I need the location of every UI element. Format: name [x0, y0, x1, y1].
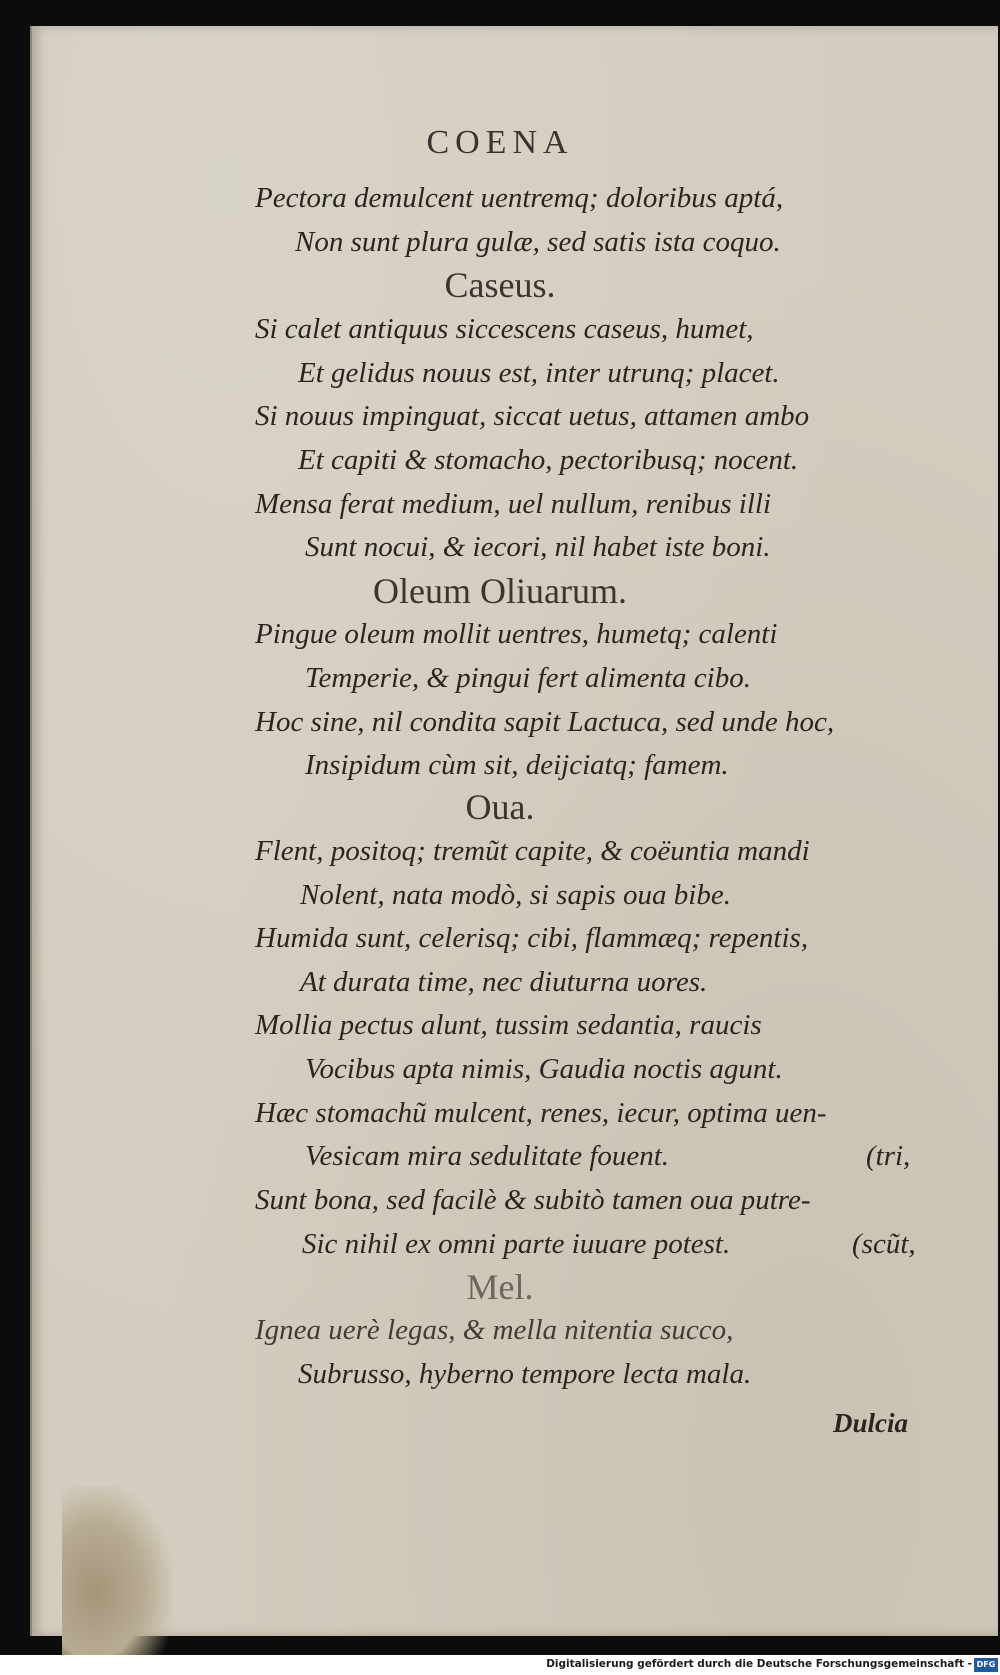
verse-line: Et gelidus nouus est, inter utrunq; placet. [298, 357, 780, 389]
verse-line: Subrusso, hyberno tempore lecta mala. [298, 1358, 752, 1390]
verse-line: Nolent, nata modò, si sapis oua bibe. [300, 879, 731, 911]
section-heading-caseus: Caseus. [444, 265, 556, 305]
digitization-footer [0, 1655, 1000, 1675]
verse-line: Si calet antiquus siccescens caseus, humet, [255, 313, 754, 345]
verse-line: Vocibus apta nimis, Gaudia noctis agunt. [305, 1053, 783, 1085]
verse-line: Hæc stomachũ mulcent, renes, iecur, optima uen- [255, 1097, 827, 1129]
verse-line: Mollia pectus alunt, tussim sedantia, raucis [255, 1009, 762, 1041]
verse-line: Sic nihil ex omni parte iuuare potest. [302, 1228, 731, 1260]
running-head: COENA [426, 124, 574, 161]
verse-line: Sunt nocui, & iecori, nil habet iste boni. [305, 531, 771, 563]
verse-line: Si nouus impinguat, siccat uetus, attamen ambo [255, 400, 810, 432]
verse-turnover: (tri, [866, 1140, 911, 1172]
section-heading-oleum: Oleum Oliuarum. [373, 571, 627, 611]
verse-line: Pectora demulcent uentremq; doloribus aptá, [255, 182, 784, 214]
catchword: Dulcia [833, 1408, 909, 1438]
verse-line: Et capiti & stomacho, pectoribusq; nocent. [298, 444, 799, 476]
verse-line: Mensa ferat medium, uel nullum, renibus illi [255, 488, 772, 520]
verse-line: Non sunt plura gulæ, sed satis ista coquo. [295, 226, 781, 258]
verse-line: Flent, positoq; tremũt capite, & coëuntia mandi [255, 835, 810, 867]
verse-line: Sunt bona, sed facilè & subitò tamen oua putre- [255, 1184, 811, 1216]
section-heading-mel: Mel. [466, 1267, 534, 1307]
funding-credit: Digitalisierung gefördert durch die Deutsche Forschungsgemeinschaft - [546, 1658, 972, 1670]
verse-line: Hoc sine, nil condita sapit Lactuca, sed unde hoc, [255, 706, 835, 738]
verse-line: Pingue oleum mollit uentres, humetq; calenti [255, 618, 778, 650]
verse-line: Vesicam mira sedulitate fouent. [305, 1140, 670, 1172]
verse-line: Insipidum cùm sit, deijciatq; famem. [305, 749, 729, 781]
verse-line: Humida sunt, celerisq; cibi, flammæq; repentis, [255, 922, 809, 954]
dfg-logo-icon: DFG [974, 1658, 998, 1672]
section-heading-oua: Oua. [465, 787, 535, 827]
verse-turnover: (scũt, [852, 1228, 916, 1260]
verse-line: Ignea uerè legas, & mella nitentia succo, [255, 1314, 734, 1346]
verse-line: At durata time, nec diuturna uores. [300, 966, 708, 998]
verse-line: Temperie, & pingui fert alimenta cibo. [305, 662, 751, 694]
